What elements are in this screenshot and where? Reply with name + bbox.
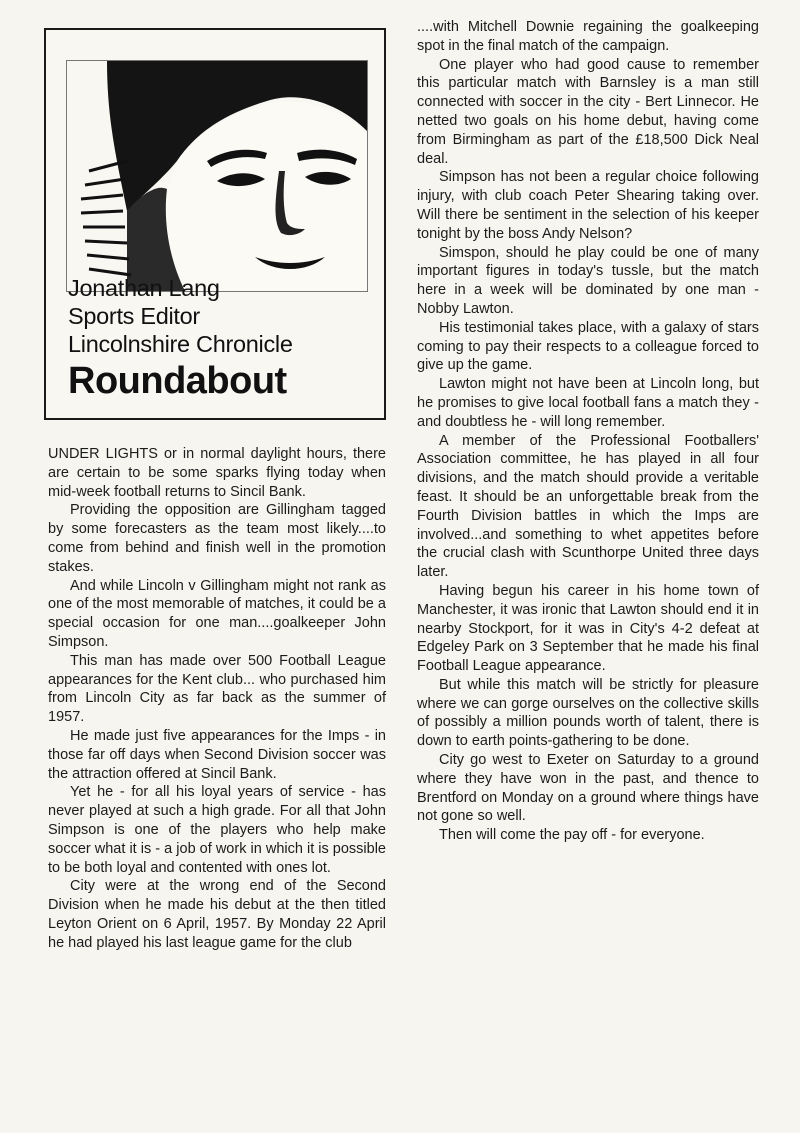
- author-portrait: [66, 60, 368, 292]
- article-paragraph: Simspon, should he play could be one of many important figures in today's tussle, but the match here in a week will be dominated by one man - Nobby Lawton.: [417, 244, 759, 317]
- article-paragraph: He made just five appearances for the Imps - in those far off days when Second Division soccer was the attraction offered at Sincil Bank.: [48, 727, 386, 782]
- portrait-illustration: [67, 61, 367, 291]
- byline-text: [68, 274, 376, 402]
- article-paragraph: Yet he - for all his loyal years of service - has never played at such a high grade. For all that John Simpson is one of the players who help make soccer what it is - a job of work in which it is possible to be both loyal and contented with ones lot.: [48, 784, 386, 876]
- column-title: Roundabout: [68, 360, 287, 402]
- article-paragraph: Having begun his career in his home town of Manchester, it was ironic that Lawton should end it in nearby Stockport, for it was in City's 4-2 defeat at Edgeley Park on 3 September that he made his final Football League appearance.: [417, 582, 759, 675]
- article-paragraph: City were at the wrong end of the Second Division when he made his debut at the then titled Leyton Orient on 6 April, 1957. By Monday 22 April he had played his last league game for the club: [48, 878, 386, 951]
- article-paragraph: But while this match will be strictly for pleasure where we can gorge ourselves on the collective skills of possibly a million pounds worth of talent, there is down to earth points-gathering to be done.: [417, 676, 759, 750]
- article-paragraph: One player who had good cause to remember this particular match with Barnsley is a man still connected with soccer in the city - Bert Linnecor. He netted two goals on his home debut, having come from Birmingham as part of the £18,500 Dick Neal deal.: [417, 56, 759, 167]
- article-paragraph: Simpson has not been a regular choice following injury, with club coach Peter Shearing taking over. Will there be sentiment in the selection of his keeper tonight by the boss Andy Nelson?: [417, 169, 759, 242]
- byline-box: [44, 28, 386, 420]
- article-paragraph: Then will come the pay off - for everyone.: [439, 827, 705, 844]
- article-paragraph: Providing the opposition are Gillingham tagged by some forecasters as the team most likely....to come from behind and finish well in the promotion stakes.: [48, 502, 386, 575]
- article-paragraph: A member of the Professional Footballers' Association committee, he has played in all four divisions, and the match should provide a veritable feast. It should be an unforgettable break from the Fourth Division battles in which the Imps are involved...and something to whet appetites before the crucial clash with Scunthorpe United three days later.: [417, 432, 759, 581]
- article-column-left: [48, 445, 386, 953]
- article-paragraph: And while Lincoln v Gillingham might not rank as one of the most memorable of matches, it could be a special occasion for one man....goalkeeper John Simpson.: [48, 577, 386, 650]
- article-paragraph: His testimonial takes place, with a galaxy of stars coming to pay their respects to a colleague forced to give up the game.: [417, 319, 759, 374]
- article-paragraph: Lawton might not have been at Lincoln long, but he promises to give local football fans a match they - and doubtless he - will long remember.: [417, 376, 759, 430]
- publication-name: Lincolnshire Chronicle: [68, 331, 293, 357]
- article-column-right: [417, 18, 759, 845]
- article-paragraph: UNDER LIGHTS or in normal daylight hours, there are certain to be some sparks flying today when mid-week football returns to Sincil Bank.: [48, 446, 386, 500]
- author-name: Jonathan Lang: [68, 275, 220, 301]
- article-paragraph: This man has made over 500 Football League appearances for the Kent club... who purchased him from Lincoln City as far back as the summer of 1957.: [48, 652, 386, 726]
- author-role: Sports Editor: [68, 303, 200, 329]
- article-paragraph: ....with Mitchell Downie regaining the goalkeeping spot in the final match of the campaign.: [417, 19, 759, 54]
- article-paragraph: City go west to Exeter on Saturday to a ground where they have won in the past, and thence to Brentford on Monday on a ground where things have not gone so well.: [417, 752, 759, 825]
